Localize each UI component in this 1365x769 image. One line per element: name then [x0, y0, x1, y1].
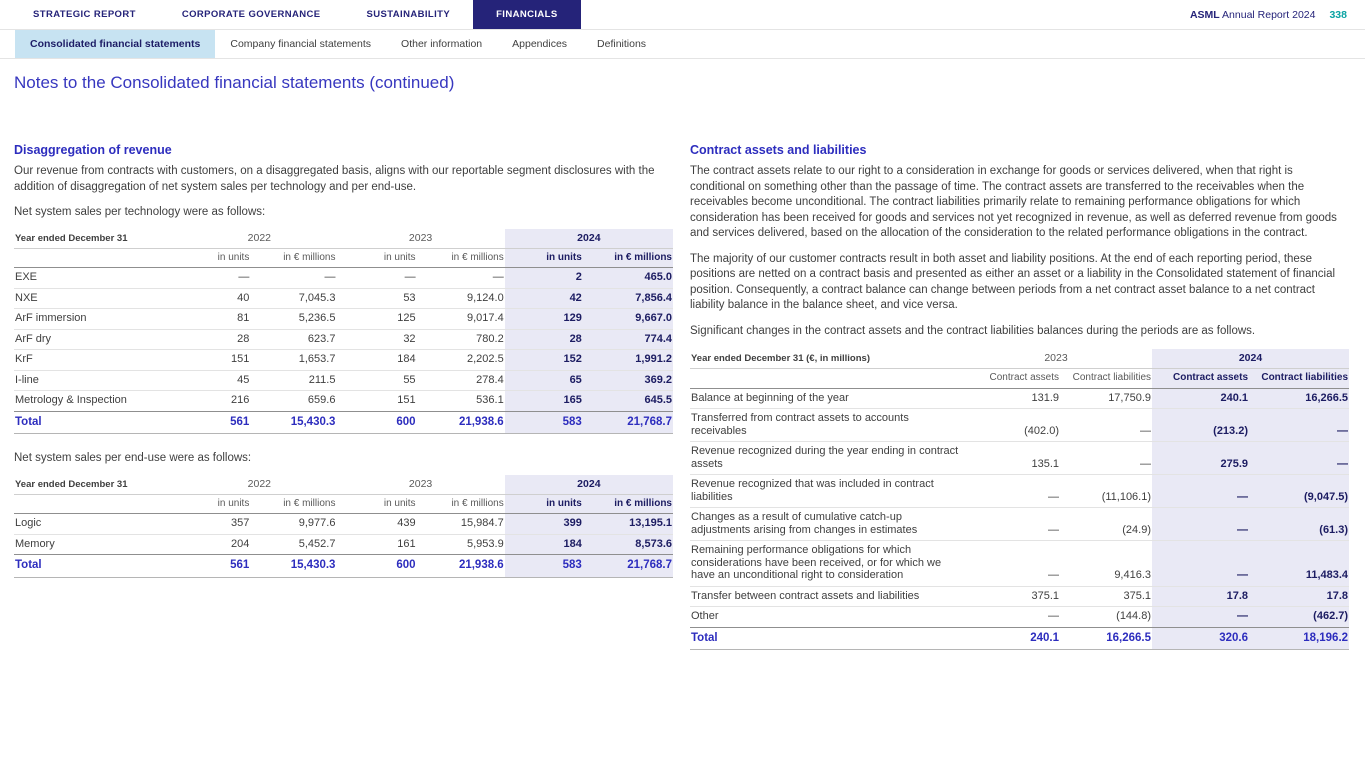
cell-value: 204: [182, 534, 250, 555]
cell-value: 5,452.7: [250, 534, 336, 555]
table-row: [690, 508, 1349, 541]
cell-value: 151: [336, 391, 416, 412]
cell-value: 9,667.0: [583, 309, 673, 330]
subnav-company-financial-statements[interactable]: Company financial statements: [230, 38, 372, 50]
top-tab-corporate-governance[interactable]: CORPORATE GOVERNANCE: [181, 9, 321, 20]
cell-value: —: [1152, 508, 1249, 541]
total-label: Total: [690, 627, 960, 650]
year-header-2023: 2023: [336, 475, 504, 495]
cell-value: —: [1060, 442, 1152, 475]
cell-value: 16,266.5: [1249, 388, 1349, 409]
cell-value: —: [250, 268, 336, 289]
cell-value: 780.2: [417, 329, 505, 350]
cell-value: (462.7): [1249, 607, 1349, 628]
cell-value: 216: [182, 391, 250, 412]
row-label: KrF: [14, 350, 182, 371]
cell-value: 275.9: [1152, 442, 1249, 475]
page-number: 338: [1329, 8, 1347, 21]
cell-value: 211.5: [250, 370, 336, 391]
row-label: Revenue recognized during the year ending in contract assets: [690, 442, 960, 475]
table-corner-blank: [14, 494, 182, 514]
cell-value: (61.3): [1249, 508, 1349, 541]
row-label: Remaining performance obligations for which considerations have been received, or for which we have an unconditional right to consideration: [690, 541, 960, 587]
cell-value: 278.4: [417, 370, 505, 391]
cell-value: (402.0): [960, 409, 1060, 442]
total-label: Total: [14, 411, 182, 434]
table-header: [14, 229, 673, 268]
total-value: 583: [505, 555, 583, 578]
cell-value: 17.8: [1249, 586, 1349, 607]
table-row: [690, 388, 1349, 409]
cell-value: —: [1152, 541, 1249, 587]
column-header: in € millions: [417, 248, 505, 268]
total-value: 600: [336, 555, 416, 578]
cell-value: 55: [336, 370, 416, 391]
cell-value: 357: [182, 514, 250, 535]
cell-value: 11,483.4: [1249, 541, 1349, 587]
total-label: Total: [14, 555, 182, 578]
cell-value: 774.4: [583, 329, 673, 350]
total-value: 561: [182, 555, 250, 578]
total-value: 600: [336, 411, 416, 434]
year-header-2023: 2023: [960, 349, 1152, 369]
financials-subnav: [0, 30, 1365, 59]
cell-value: (144.8): [1060, 607, 1152, 628]
table-row: [690, 475, 1349, 508]
row-label: Balance at beginning of the year: [690, 388, 960, 409]
total-value: 21,938.6: [417, 555, 505, 578]
row-label: NXE: [14, 288, 182, 309]
cell-value: 623.7: [250, 329, 336, 350]
table-row: [690, 442, 1349, 475]
cell-value: 28: [505, 329, 583, 350]
cell-value: 375.1: [1060, 586, 1152, 607]
cell-value: 659.6: [250, 391, 336, 412]
total-value: 21,768.7: [583, 411, 673, 434]
cell-value: 9,017.4: [417, 309, 505, 330]
total-value: 15,430.3: [250, 411, 336, 434]
table-header: [14, 475, 673, 514]
year-header-row: [14, 475, 673, 495]
cell-value: 151: [182, 350, 250, 371]
row-label: EXE: [14, 268, 182, 289]
cell-value: —: [960, 475, 1060, 508]
cell-value: 165: [505, 391, 583, 412]
left-column: [14, 143, 673, 650]
row-label: Revenue recognized that was included in contract liabilities: [690, 475, 960, 508]
year-header-2022: 2022: [182, 475, 336, 495]
cell-value: 1,653.7: [250, 350, 336, 371]
year-header-2023: 2023: [336, 229, 504, 249]
column-header: in units: [505, 494, 583, 514]
cell-value: 369.2: [583, 370, 673, 391]
table-row: [14, 329, 673, 350]
cell-value: —: [960, 541, 1060, 587]
table-row: [14, 288, 673, 309]
table-body: [690, 388, 1349, 650]
cell-value: —: [417, 268, 505, 289]
year-header-2024: 2024: [505, 229, 673, 249]
enduse-table-lead: Net system sales per end-use were as follows:: [14, 452, 252, 464]
row-label: Transferred from contract assets to accounts receivables: [690, 409, 960, 442]
table-row: [14, 268, 673, 289]
cell-value: —: [1249, 442, 1349, 475]
content-area: [14, 143, 1351, 650]
contract-balances-table: [690, 349, 1349, 650]
table-row: [690, 586, 1349, 607]
row-label: Changes as a result of cumulative catch-up adjustments arising from changes in estimates: [690, 508, 960, 541]
cell-value: 645.5: [583, 391, 673, 412]
table-row: [14, 534, 673, 555]
column-header: in € millions: [583, 494, 673, 514]
column-header: in units: [336, 248, 416, 268]
column-header: in units: [182, 248, 250, 268]
cell-value: (11,106.1): [1060, 475, 1152, 508]
contract-paragraph-2: The majority of our customer contracts result in both asset and liability positions. At the end of each reporting period, these positions are netted on a contract basis and presented as either an asset or a liability in the Consolidated statement of financial position. Consequently, a contract balance can change between periods from a net contract asset balance to a net contract liability balance in the balance sheet, and vice versa.: [690, 252, 1336, 311]
total-row: [14, 555, 673, 578]
cell-value: 7,045.3: [250, 288, 336, 309]
total-row: [690, 627, 1349, 650]
enduse-sales-table-container: [14, 475, 673, 578]
row-label: Memory: [14, 534, 182, 555]
column-header-row: [14, 494, 673, 514]
cell-value: —: [182, 268, 250, 289]
total-value: 15,430.3: [250, 555, 336, 578]
total-value: 16,266.5: [1060, 627, 1152, 650]
cell-value: 161: [336, 534, 416, 555]
subnav-other-information[interactable]: Other information: [401, 38, 483, 50]
column-header: in units: [336, 494, 416, 514]
year-header-row: [14, 229, 673, 249]
table-body: [14, 514, 673, 578]
total-value: 583: [505, 411, 583, 434]
cell-value: 131.9: [960, 388, 1060, 409]
section-heading-contract-assets: Contract assets and liabilities: [690, 143, 867, 157]
disaggregation-intro-paragraph: Our revenue from contracts with customers, on a disaggregated basis, aligns with our reportable segment disclosures with the addition of disaggregation of net system sales per technology and per end-use.: [14, 165, 655, 193]
column-header: in € millions: [250, 494, 336, 514]
cell-value: 65: [505, 370, 583, 391]
cell-value: 17.8: [1152, 586, 1249, 607]
table-header: [690, 349, 1349, 388]
cell-value: 8,573.6: [583, 534, 673, 555]
enduse-sales-table: [14, 475, 673, 578]
column-header: in units: [505, 248, 583, 268]
right-column: [690, 143, 1349, 650]
cell-value: 439: [336, 514, 416, 535]
contract-paragraph-3: Significant changes in the contract assets and the contract liabilities balances during the periods are as follows.: [690, 324, 1256, 337]
total-value: 240.1: [960, 627, 1060, 650]
cell-value: —: [1152, 607, 1249, 628]
cell-value: 7,856.4: [583, 288, 673, 309]
section-heading-disaggregation: Disaggregation of revenue: [14, 143, 172, 157]
row-label: Metrology & Inspection: [14, 391, 182, 412]
cell-value: 375.1: [960, 586, 1060, 607]
table-row: [14, 514, 673, 535]
column-header: in € millions: [417, 494, 505, 514]
year-header-row: [690, 349, 1349, 369]
table-corner-blank: [14, 248, 182, 268]
cell-value: 399: [505, 514, 583, 535]
cell-value: 45: [182, 370, 250, 391]
cell-value: 125: [336, 309, 416, 330]
cell-value: (24.9): [1060, 508, 1152, 541]
cell-value: 32: [336, 329, 416, 350]
total-value: 21,938.6: [417, 411, 505, 434]
cell-value: 184: [336, 350, 416, 371]
row-label: I-line: [14, 370, 182, 391]
subnav-definitions[interactable]: Definitions: [597, 38, 647, 50]
column-header: Contract assets: [1152, 369, 1249, 389]
column-header: in units: [182, 494, 250, 514]
total-row: [14, 411, 673, 434]
cell-value: 9,977.6: [250, 514, 336, 535]
cell-value: 536.1: [417, 391, 505, 412]
cell-value: 13,195.1: [583, 514, 673, 535]
table-row: [14, 309, 673, 330]
technology-sales-table-container: [14, 229, 673, 435]
report-section-tabs: [0, 0, 581, 29]
total-value: 320.6: [1152, 627, 1249, 650]
row-label: Logic: [14, 514, 182, 535]
top-tab-financials[interactable]: FINANCIALS: [473, 0, 581, 29]
cell-value: 42: [505, 288, 583, 309]
top-tab-sustainability[interactable]: SUSTAINABILITY: [366, 9, 451, 20]
table-corner-label: Year ended December 31 (€, in millions): [690, 349, 960, 369]
table-corner-label: Year ended December 31: [14, 229, 182, 249]
table-corner-label: Year ended December 31: [14, 475, 182, 495]
table-body: [14, 268, 673, 434]
technology-sales-table: [14, 229, 673, 435]
column-header: in € millions: [583, 248, 673, 268]
contract-paragraph-1: The contract assets relate to our right to a consideration in exchange for goods or services delivered, when that right is conditional on something other than the passage of time. The contract assets are transferred to the receivables when the receivables become unconditional. The contract liabilities primarily relate to remaining performance obligations for which consideration has been received for goods and services not yet recognized in revenue, as well as deferred revenue from goods and services delivered, based on the allocation of the consideration to the related performance obligations in the contract.: [690, 165, 1337, 239]
table-row: [690, 541, 1349, 587]
cell-value: 9,416.3: [1060, 541, 1152, 587]
cell-value: 9,124.0: [417, 288, 505, 309]
top-tab-strategic-report[interactable]: STRATEGIC REPORT: [33, 9, 136, 20]
column-header-row: [690, 369, 1349, 389]
cell-value: 135.1: [960, 442, 1060, 475]
page-title: Notes to the Consolidated financial statements (continued): [14, 73, 455, 92]
year-header-2024: 2024: [1152, 349, 1349, 369]
top-navigation-bar: [0, 0, 1365, 30]
table-row: [690, 409, 1349, 442]
contract-balances-table-container: [690, 349, 1349, 650]
subnav-appendices[interactable]: Appendices: [512, 38, 568, 50]
technology-table-lead: Net system sales per technology were as follows:: [14, 206, 266, 218]
row-label: ArF dry: [14, 329, 182, 350]
cell-value: —: [960, 607, 1060, 628]
total-value: 561: [182, 411, 250, 434]
cell-value: 15,984.7: [417, 514, 505, 535]
cell-value: 5,236.5: [250, 309, 336, 330]
year-header-2022: 2022: [182, 229, 336, 249]
cell-value: 152: [505, 350, 583, 371]
cell-value: 17,750.9: [1060, 388, 1152, 409]
row-label: Other: [690, 607, 960, 628]
cell-value: 81: [182, 309, 250, 330]
table-row: [14, 370, 673, 391]
cell-value: (9,047.5): [1249, 475, 1349, 508]
table-row: [14, 350, 673, 371]
cell-value: —: [1152, 475, 1249, 508]
subnav-consolidated-financial-statements[interactable]: Consolidated financial statements: [15, 30, 215, 58]
year-header-2024: 2024: [505, 475, 673, 495]
cell-value: 2: [505, 268, 583, 289]
cell-value: 53: [336, 288, 416, 309]
brand-name: ASML: [1189, 8, 1220, 21]
cell-value: (213.2): [1152, 409, 1249, 442]
table-row: [14, 391, 673, 412]
table-row: [690, 607, 1349, 628]
column-header-row: [14, 248, 673, 268]
column-header: in € millions: [250, 248, 336, 268]
cell-value: —: [1060, 409, 1152, 442]
column-header: Contract liabilities: [1060, 369, 1152, 389]
brand-suffix: Annual Report 2024: [1219, 8, 1316, 21]
cell-value: 2,202.5: [417, 350, 505, 371]
cell-value: —: [1249, 409, 1349, 442]
cell-value: 40: [182, 288, 250, 309]
row-label: Transfer between contract assets and liabilities: [690, 586, 960, 607]
cell-value: 184: [505, 534, 583, 555]
total-value: 18,196.2: [1249, 627, 1349, 650]
table-corner-blank: [690, 369, 960, 389]
cell-value: 129: [505, 309, 583, 330]
column-header: Contract liabilities: [1249, 369, 1349, 389]
topnav-spacer: [581, 0, 1190, 29]
report-brand: [1190, 0, 1330, 29]
cell-value: 5,953.9: [417, 534, 505, 555]
cell-value: 28: [182, 329, 250, 350]
cell-value: —: [336, 268, 416, 289]
cell-value: 465.0: [583, 268, 673, 289]
cell-value: —: [960, 508, 1060, 541]
row-label: ArF immersion: [14, 309, 182, 330]
column-header: Contract assets: [960, 369, 1060, 389]
total-value: 21,768.7: [583, 555, 673, 578]
cell-value: 1,991.2: [583, 350, 673, 371]
cell-value: 240.1: [1152, 388, 1249, 409]
